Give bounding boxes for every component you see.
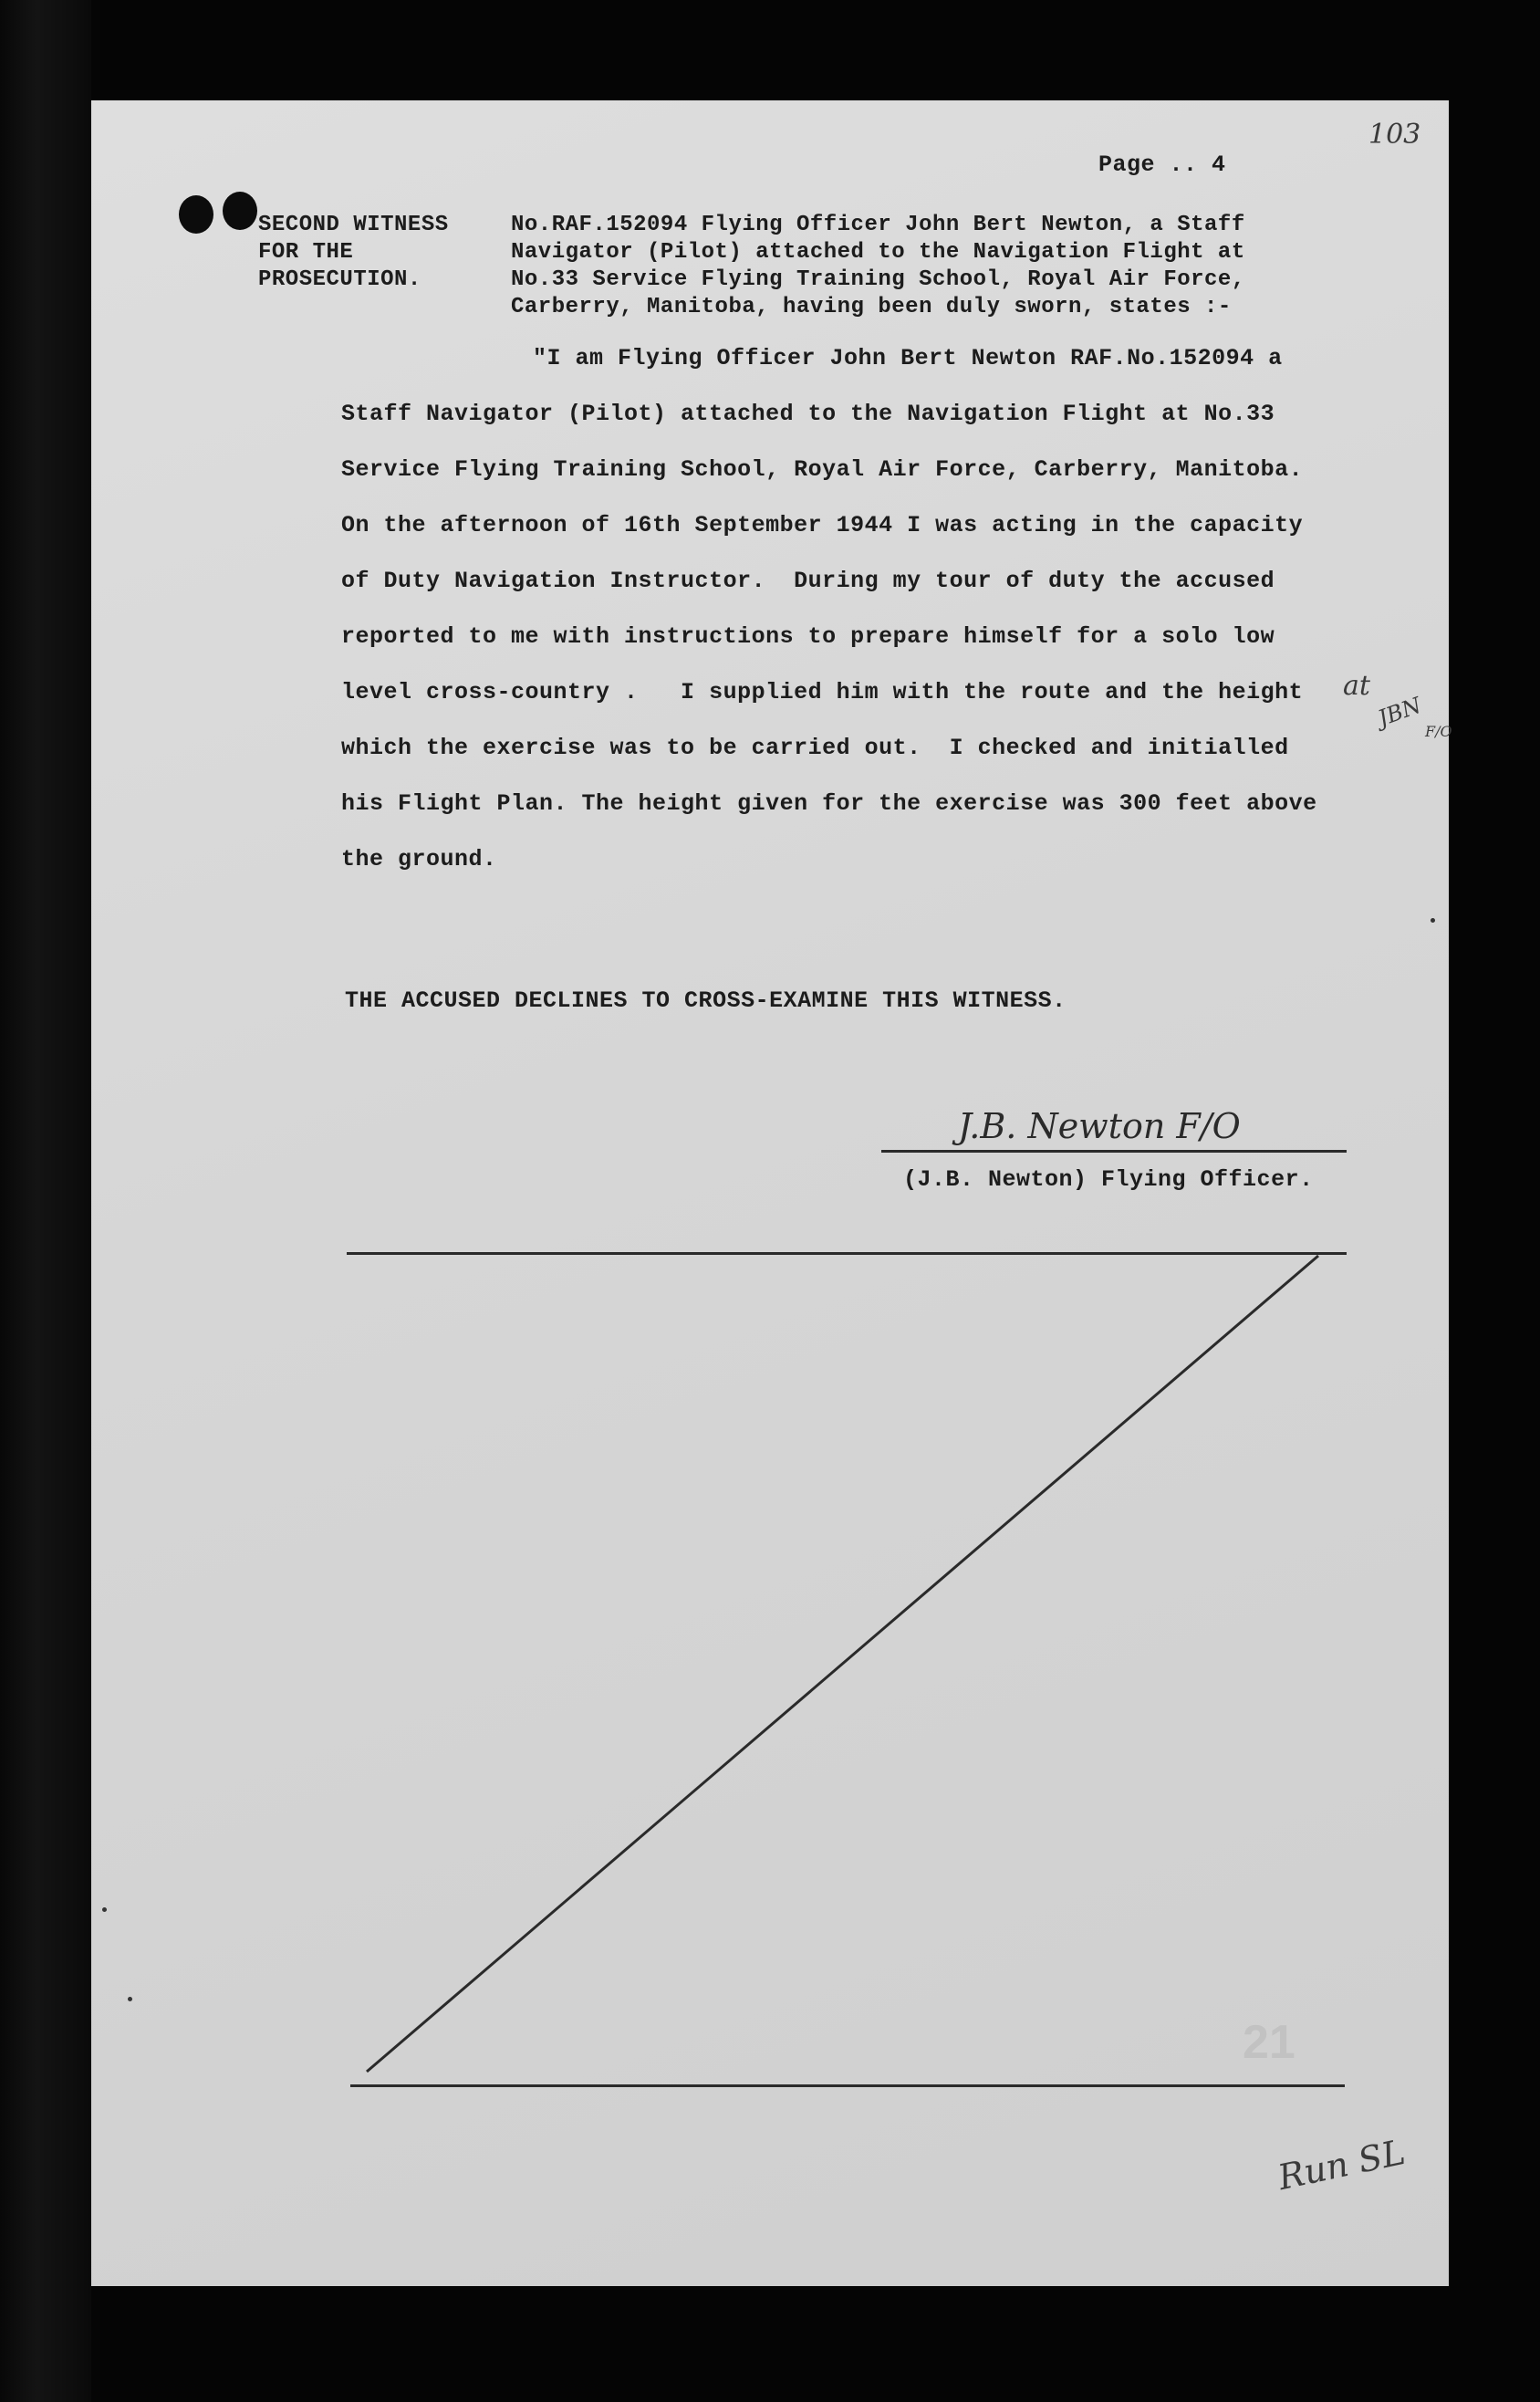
dust-speck <box>1431 918 1435 923</box>
witness-intro-line: No.RAF.152094 Flying Officer John Bert Newton, a Staff <box>511 213 1245 237</box>
signer-name: (J.B. Newton) Flying Officer. <box>903 1166 1314 1193</box>
handwritten-signature: J.B. Newton F/O <box>958 1106 1241 1146</box>
margin-correction-text: at <box>1343 670 1370 702</box>
dust-speck <box>128 1997 132 2001</box>
film-edge <box>0 0 91 2402</box>
side-heading-line: SECOND WITNESS <box>258 213 449 237</box>
testimony-line: the ground. <box>341 846 497 872</box>
cancel-bottom-rule <box>350 2084 1345 2087</box>
cross-examination-declaration: THE ACCUSED DECLINES TO CROSS-EXAMINE THIS WITNESS. <box>345 987 1067 1014</box>
testimony-line: Staff Navigator (Pilot) attached to the Navigation Flight at No.33 <box>341 401 1275 427</box>
folio-number: 103 <box>1368 119 1421 151</box>
witness-intro-line: Navigator (Pilot) attached to the Navigation Flight at <box>511 240 1245 265</box>
cancellation-diagonal <box>91 100 1449 2286</box>
faint-page-stamp: 21 <box>1243 2016 1295 2069</box>
testimony-line: level cross-country . I supplied him with the route and the height <box>341 679 1304 705</box>
testimony-line: reported to me with instructions to prepare himself for a solo low <box>341 623 1275 650</box>
page-label: Page .. 4 <box>1098 151 1226 178</box>
witness-intro-line: No.33 Service Flying Training School, Royal Air Force, <box>511 267 1245 292</box>
witness-intro-line: Carberry, Manitoba, having been duly sworn, states :- <box>511 295 1232 319</box>
dust-speck <box>102 1907 107 1912</box>
testimony-line: his Flight Plan. The height given for the exercise was 300 feet above <box>341 790 1317 817</box>
document-page <box>91 100 1452 2286</box>
margin-correction-rank: F/O <box>1425 723 1452 740</box>
testimony-line: Service Flying Training School, Royal Air Force, Carberry, Manitoba. <box>341 456 1304 483</box>
testimony-line: "I am Flying Officer John Bert Newton RAF.No.152094 a <box>533 345 1283 371</box>
side-heading-line: PROSECUTION. <box>258 267 421 292</box>
reviewer-initials: Run SL <box>1274 2131 1409 2198</box>
margin-correction-initials: JBN <box>1374 692 1425 732</box>
side-heading-line: FOR THE <box>258 240 354 265</box>
testimony-line: On the afternoon of 16th September 1944 I was acting in the capacity <box>341 512 1304 538</box>
testimony-line: of Duty Navigation Instructor. During my tour of duty the accused <box>341 568 1275 594</box>
testimony-line: which the exercise was to be carried out. I checked and initialled <box>341 735 1289 761</box>
